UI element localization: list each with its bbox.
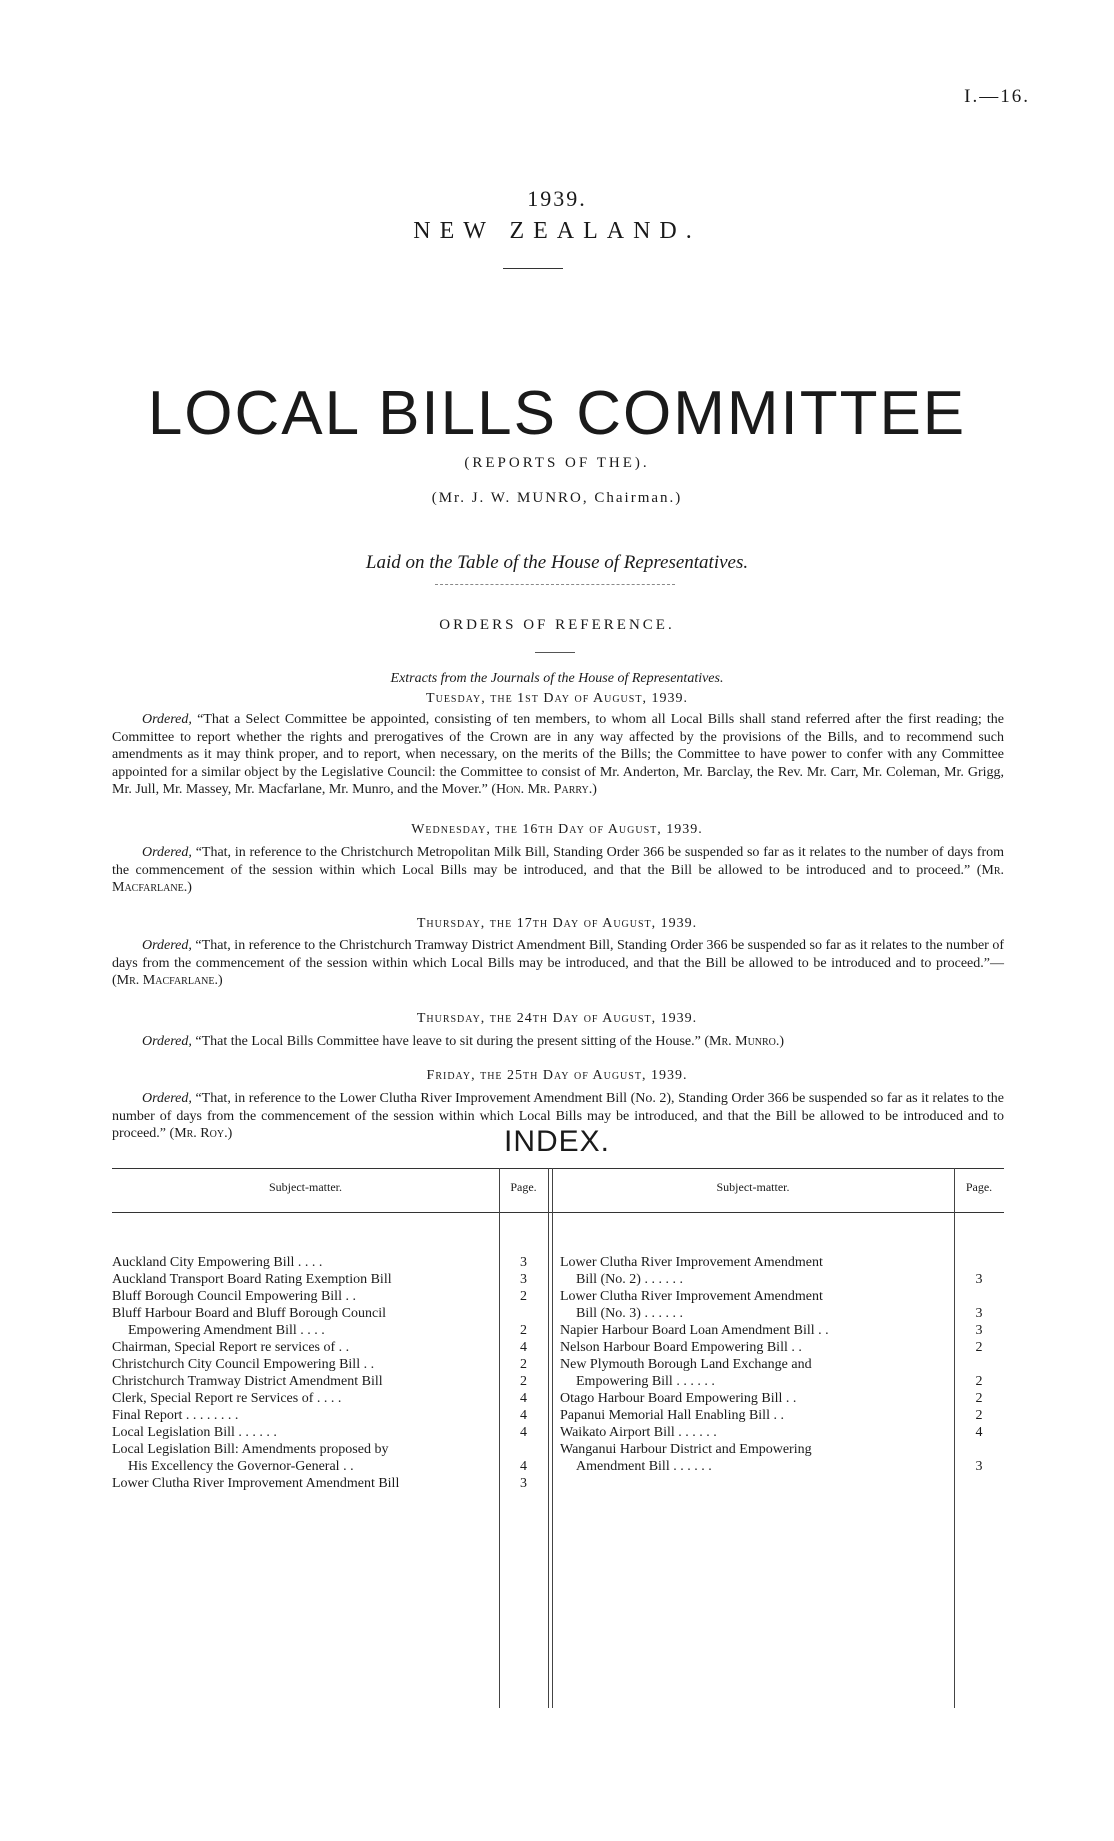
ordered-label: Ordered, xyxy=(142,938,192,953)
index-entry: Clerk, Special Report re Services of . . . . xyxy=(112,1391,342,1406)
index-left-pages xyxy=(499,1254,548,1492)
ordered-label: Ordered, xyxy=(142,845,192,860)
page-number: 3 xyxy=(975,1272,983,1287)
page-number: 2 xyxy=(975,1391,983,1406)
chairman-line: (Mr. J. W. MUNRO, Chairman.) xyxy=(431,490,683,506)
page-number: 2 xyxy=(520,1374,527,1389)
column-header-subject: Subject-matter. xyxy=(269,1180,342,1194)
page-number: 2 xyxy=(520,1289,527,1304)
page-number: 3 xyxy=(975,1459,983,1474)
page-number: 3 xyxy=(520,1272,527,1287)
order-text: “That, in reference to the Christchurch Metropolitan Milk Bill, Standing Order 366 be suspended so far as it relates to the number of days from the commencement of the session within which Local Bills may be introduced, and that the Bill be allowed to be introduced and to proceed.” xyxy=(112,845,1004,878)
page-number: 2 xyxy=(975,1408,983,1423)
page-number: 2 xyxy=(975,1340,983,1355)
column-divider xyxy=(552,1168,553,1708)
index-entry: Bill (No. 2) . . . . . . xyxy=(576,1272,683,1287)
index-entry: Auckland City Empowering Bill . . . . xyxy=(112,1255,323,1270)
order-mover: (Hon. Mr. Parry.) xyxy=(491,782,597,797)
divider xyxy=(535,652,575,653)
page-number: 4 xyxy=(520,1459,527,1474)
sitting-date: Thursday, the 24th Day of August, 1939. xyxy=(416,1011,698,1026)
order-mover: (Mr. Macfarlane.) xyxy=(112,862,1004,895)
table-rule xyxy=(112,1168,1004,1169)
index-entry: Papanui Memorial Hall Enabling Bill . . xyxy=(560,1408,784,1423)
page-number: 3 xyxy=(975,1306,983,1321)
column-header-page: Page. xyxy=(510,1180,537,1194)
divider xyxy=(503,268,563,269)
index-entry: Lower Clutha River Improvement Amendment xyxy=(560,1255,823,1270)
index-entry: Nelson Harbour Board Empowering Bill . . xyxy=(560,1340,802,1355)
index-entry: Waikato Airport Bill . . . . . . xyxy=(560,1425,717,1440)
index-left-column xyxy=(112,1254,495,1492)
index-right-column xyxy=(560,1254,950,1475)
order-paragraph xyxy=(112,844,1004,897)
sitting-date: Friday, the 25th Day of August, 1939. xyxy=(426,1068,688,1083)
sitting-date: Wednesday, the 16th Day of August, 1939. xyxy=(411,822,703,837)
page-number xyxy=(954,1356,1004,1373)
index-entry: Otago Harbour Board Empowering Bill . . xyxy=(560,1391,797,1406)
page-number xyxy=(954,1441,1004,1458)
page-number: 4 xyxy=(975,1425,983,1440)
sitting-date: Thursday, the 17th Day of August, 1939. xyxy=(416,916,698,931)
index-entry: Local Legislation Bill . . . . . . xyxy=(112,1425,277,1440)
index-entry: Amendment Bill . . . . . . xyxy=(576,1459,712,1474)
page-number: 3 xyxy=(520,1255,527,1270)
year: 1939. xyxy=(527,186,587,211)
page-number: 3 xyxy=(975,1323,983,1338)
column-divider xyxy=(548,1168,549,1708)
index-entry: Lower Clutha River Improvement Amendment xyxy=(560,1289,823,1304)
sitting-date: Tuesday, the 1st Day of August, 1939. xyxy=(426,691,688,706)
country: NEW ZEALAND. xyxy=(413,218,701,244)
page-number: 3 xyxy=(520,1476,527,1491)
document-title: LOCAL BILLS COMMITTEE xyxy=(147,379,967,448)
order-text: “That the Local Bills Committee have leave to sit during the present sitting of the House.” xyxy=(195,1034,701,1049)
index-entry: Christchurch Tramway District Amendment Bill xyxy=(112,1374,383,1389)
document-subtitle: (REPORTS OF THE). xyxy=(464,455,650,471)
page-reference: I.—16. xyxy=(964,86,1030,107)
page-number xyxy=(954,1254,1004,1271)
index-entry: Christchurch City Council Empowering Bill . . xyxy=(112,1357,375,1372)
order-text: “That, in reference to the Christchurch Tramway District Amendment Bill, Standing Order 366 be suspended so far as it relates to the number of days from the commencement of the session within which Local Bills may be introduced, and that the Bill be allowed to be introduced and to proceed.”— xyxy=(112,938,1004,971)
order-mover: (Mr. Macfarlane.) xyxy=(112,973,223,988)
table-rule xyxy=(112,1212,1004,1213)
laid-on-table: Laid on the Table of the House of Representatives. xyxy=(365,552,749,573)
order-mover: (Mr. Roy.) xyxy=(169,1126,233,1141)
index-entry: Final Report . . . . . . . . xyxy=(112,1408,239,1423)
order-text: “That, in reference to the Lower Clutha River Improvement Amendment Bill (No. 2), Standing Order 366 be suspended so far as it relates to the number of days from the commencement of the session within which Local Bills may be introduced, and that the Bill be allowed to be introduced and to proceed.” xyxy=(112,1091,1004,1141)
index-entry: Auckland Transport Board Rating Exemption Bill xyxy=(112,1272,392,1287)
ordered-label: Ordered, xyxy=(142,1091,192,1106)
index-entry: Bill (No. 3) . . . . . . xyxy=(576,1306,683,1321)
ordered-label: Ordered, xyxy=(142,1034,192,1049)
page-number: 2 xyxy=(975,1374,983,1389)
index-right-pages xyxy=(954,1254,1004,1475)
order-text: “That a Select Committee be appointed, consisting of ten members, to whom all Local Bills shall stand referred after the first reading; the Committee to report whether the rights and prerogatives of the Crown are in any way affected by the provisions of the Bills, and to recommend such amendments as it may think proper, and to report, when necessary, on the merits of the Bills; the Committee to have power to confer with any Committee appointed for a similar object by the Legislative Council: the Committee to consist of Mr. Anderton, Mr. Barclay, the Rev. Mr. Carr, Mr. Coleman, Mr. Grigg, Mr. Jull, Mr. Massey, Mr. Macfarlane, Mr. Munro, and the Mover.” xyxy=(112,712,1005,797)
index-entry: Local Legislation Bill: Amendments proposed by xyxy=(112,1442,389,1457)
index-entry: Napier Harbour Board Loan Amendment Bill . . xyxy=(560,1323,829,1338)
index-entry: Empowering Bill . . . . . . xyxy=(576,1374,715,1389)
extracts-line: Extracts from the Journals of the House of Representatives. xyxy=(390,671,724,686)
index-entry: Bluff Harbour Board and Bluff Borough Council xyxy=(112,1306,387,1321)
page-number: 4 xyxy=(520,1425,527,1440)
column-header-subject: Subject-matter. xyxy=(716,1180,790,1194)
page-number xyxy=(954,1288,1004,1305)
index-entry: Chairman, Special Report re services of . . xyxy=(112,1340,350,1355)
index-entry: Lower Clutha River Improvement Amendment Bill xyxy=(112,1476,400,1491)
order-paragraph xyxy=(112,711,1004,799)
orders-heading: ORDERS OF REFERENCE. xyxy=(439,617,675,633)
page-number: 4 xyxy=(520,1408,527,1423)
index-entry: Empowering Amendment Bill . . . . xyxy=(128,1323,325,1338)
order-paragraph xyxy=(112,1033,1004,1051)
column-header-page: Page. xyxy=(965,1180,993,1194)
page-number xyxy=(499,1305,548,1322)
divider xyxy=(435,584,675,585)
index-entry: His Excellency the Governor-General . . xyxy=(128,1459,354,1474)
order-paragraph xyxy=(112,937,1004,990)
index-title: INDEX. xyxy=(503,1125,611,1158)
page-number: 4 xyxy=(520,1391,527,1406)
index-entry: New Plymouth Borough Land Exchange and xyxy=(560,1357,812,1372)
index-entry: Wanganui Harbour District and Empowering xyxy=(560,1442,812,1457)
order-mover: (Mr. Munro.) xyxy=(704,1034,785,1049)
index-entry: Bluff Borough Council Empowering Bill . . xyxy=(112,1289,356,1304)
index-table xyxy=(112,1168,1004,1708)
page-number: 2 xyxy=(520,1323,527,1338)
page-number: 2 xyxy=(520,1357,527,1372)
ordered-label: Ordered, xyxy=(142,712,192,727)
page-number xyxy=(499,1441,548,1458)
page-number: 4 xyxy=(520,1340,527,1355)
